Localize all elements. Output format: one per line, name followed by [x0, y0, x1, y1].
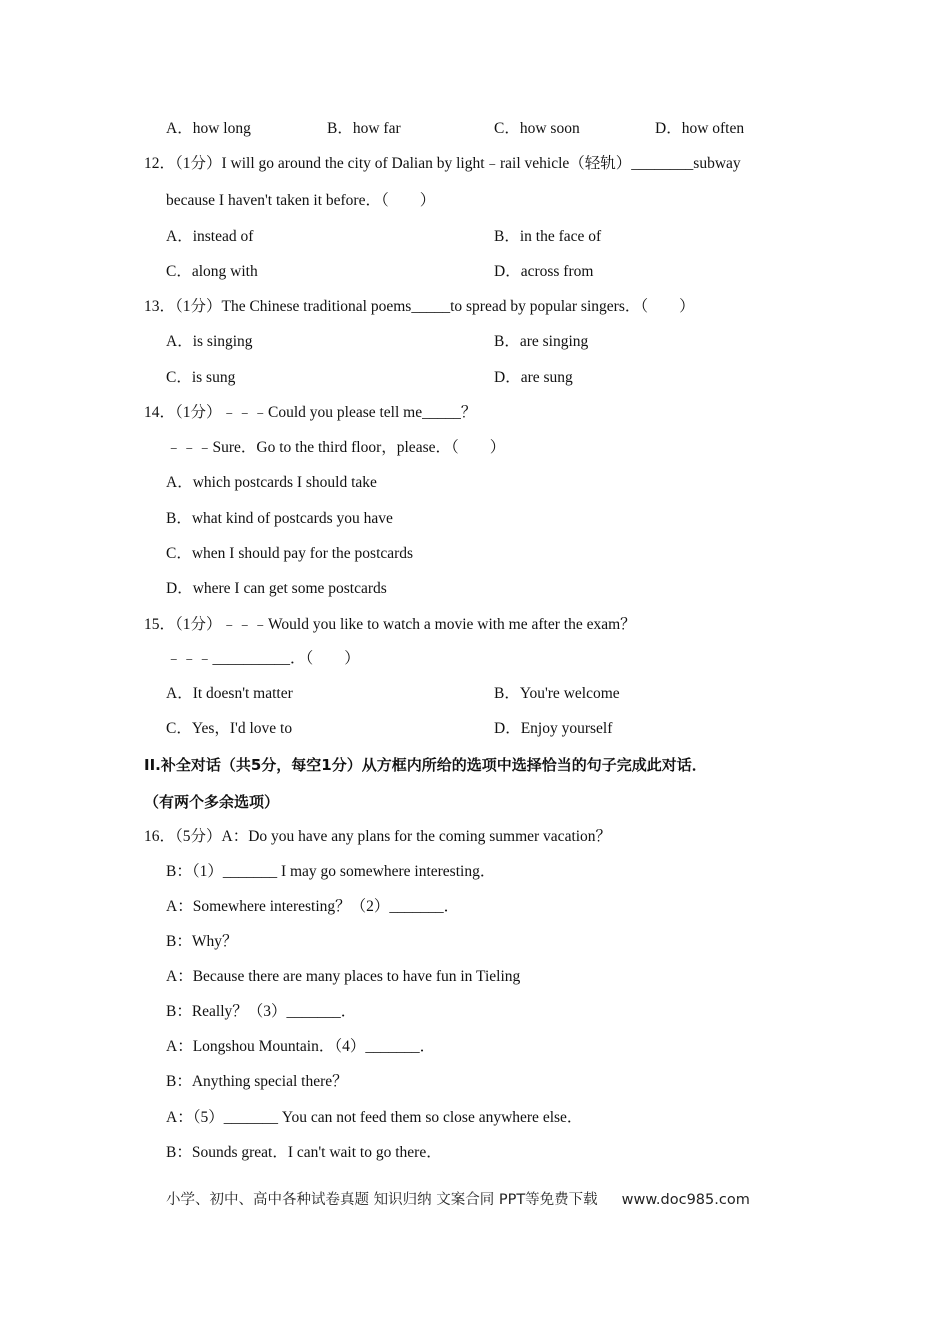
q14-option-a: A．which postcards I should take	[166, 474, 377, 491]
footer-text: 小学、初中、高中各种试卷真题 知识归纳 文案合同 PPT等免费下载	[166, 1192, 598, 1208]
q12-stem-line2: because I haven't taken it before．（ ）	[166, 192, 436, 209]
q13-option-b: B．are singing	[494, 333, 589, 350]
footer-site-link[interactable]: www.doc985.com	[621, 1192, 750, 1208]
q16-dialog-line-9: B：Sounds great．I can't wait to go there．	[166, 1144, 442, 1161]
q16-dialog-line-3: B：Why？	[166, 933, 238, 950]
q16-dialog-line-5: B：Really？（3）_______．	[166, 1003, 357, 1020]
q11-option-b: B．how far	[327, 120, 401, 137]
q12-option-c: C．along with	[166, 263, 258, 280]
section-2-heading: II.补全对话（共5分，每空1分）从方框内所给的选项中选择恰当的句子完成此对话．	[144, 756, 707, 774]
q14-option-b: B．what kind of postcards you have	[166, 510, 393, 527]
q15-stem-line2: ﹣﹣﹣__________．（ ）	[166, 650, 360, 667]
q12-option-d: D．across from	[494, 263, 594, 280]
q11-option-a: A．how long	[166, 120, 251, 137]
q11-option-c: C．how soon	[494, 120, 580, 137]
q15-stem-line1: 15．（1分）﹣﹣﹣Would you like to watch a movie with me after the exam？	[144, 616, 636, 633]
q13-stem: 13．（1分）The Chinese traditional poems_____to spread by popular singers．（ ）	[144, 298, 695, 315]
q12-option-b: B．in the face of	[494, 228, 602, 245]
q16-stem: 16．（5分）A：Do you have any plans for the coming summer vacation？	[144, 828, 612, 845]
section-2-subheading: （有两个多余选项）	[144, 793, 280, 811]
q14-stem-line2: ﹣﹣﹣Sure．Go to the third floor，please．（ ）	[166, 439, 506, 456]
q13-option-c: C．is sung	[166, 369, 236, 386]
q12-stem-line1: 12．（1分）I will go around the city of Dalian by light﹣rail vehicle（轻轨）________subway	[144, 155, 741, 172]
q15-option-d: D．Enjoy yourself	[494, 720, 613, 737]
q12-option-a: A．instead of	[166, 228, 254, 245]
q16-dialog-line-2: A：Somewhere interesting？（2）_______．	[166, 898, 460, 915]
q14-stem-line1: 14．（1分）﹣﹣﹣Could you please tell me_____？	[144, 404, 477, 421]
q16-dialog-line-4: A：Because there are many places to have fun in Tieling	[166, 968, 521, 985]
q15-option-a: A．It doesn't matter	[166, 685, 293, 702]
q15-option-b: B．You're welcome	[494, 685, 620, 702]
q14-option-d: D．where I can get some postcards	[166, 580, 387, 597]
q16-dialog-line-7: B：Anything special there？	[166, 1073, 348, 1090]
q13-option-a: A．is singing	[166, 333, 253, 350]
q16-dialog-line-1: B：（1）_______ I may go somewhere interesting．	[166, 863, 496, 880]
q14-option-c: C．when I should pay for the postcards	[166, 545, 414, 562]
q13-option-d: D．are sung	[494, 369, 573, 386]
q16-dialog-line-8: A：（5）_______ You can not feed them so close anywhere else．	[166, 1109, 583, 1126]
q15-option-c: C．Yes，I'd love to	[166, 720, 293, 737]
page-footer	[166, 1190, 750, 1210]
q11-option-d: D．how often	[655, 120, 745, 137]
q16-dialog-line-6: A：Longshou Mountain．（4）_______．	[166, 1038, 436, 1055]
